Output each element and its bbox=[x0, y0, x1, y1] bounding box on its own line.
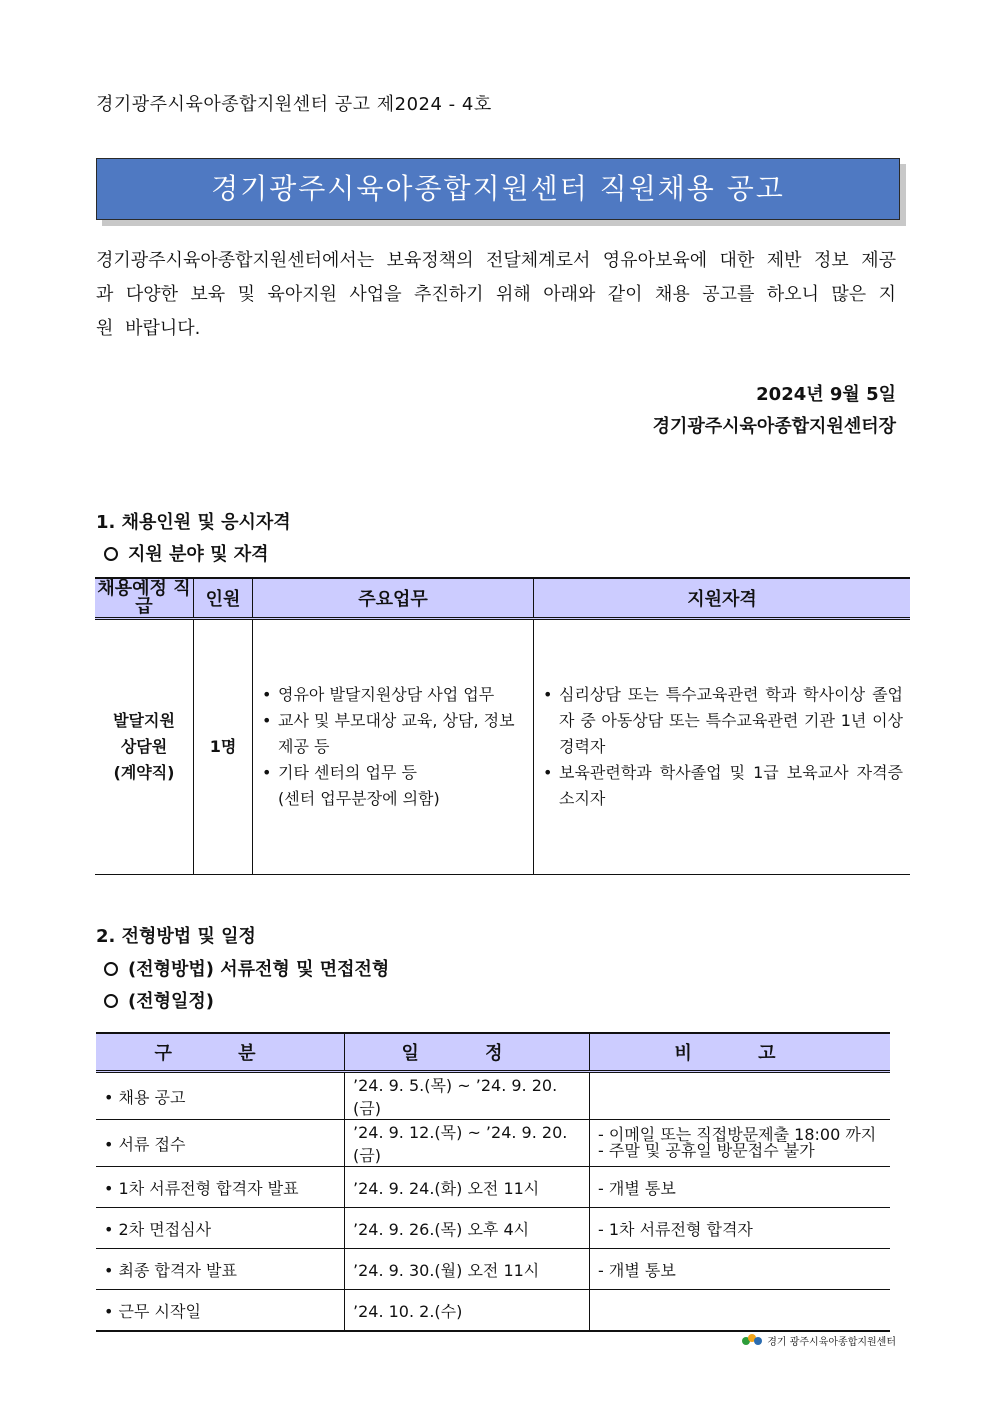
position-line: (계약직) bbox=[113, 763, 175, 782]
schedule-cell: ’24. 9. 24.(화) 오전 11시 bbox=[345, 1167, 590, 1208]
table-row bbox=[95, 619, 910, 875]
table-row bbox=[96, 1167, 890, 1208]
section2-subheading-schedule bbox=[104, 987, 214, 1013]
circle-bullet-icon bbox=[104, 994, 118, 1008]
header-category: 구 분 bbox=[96, 1033, 345, 1072]
position-cell bbox=[95, 619, 194, 875]
item-cell: • 최종 합격자 발표 bbox=[96, 1249, 345, 1290]
item-cell: • 서류 접수 bbox=[96, 1120, 345, 1167]
note-cell bbox=[590, 1290, 891, 1332]
list-item: • 교사 및 부모대상 교육, 상담, 정보제공 등 bbox=[260, 708, 526, 760]
schedule-cell: ’24. 9. 12.(목) ~ ’24. 9. 20.(금) bbox=[345, 1120, 590, 1167]
schedule-cell: ’24. 9. 26.(목) 오후 4시 bbox=[345, 1208, 590, 1249]
table-row bbox=[96, 1120, 890, 1167]
list-item: • 심리상담 또는 특수교육관련 학과 학사이상 졸업자 중 아동상담 또는 특수교육관련 기관 1년 이상 경력자 bbox=[541, 682, 903, 760]
schedule-label: (전형일정) bbox=[128, 991, 215, 1012]
header-qualifications: 지원자격 bbox=[534, 578, 911, 619]
table-row bbox=[96, 1290, 890, 1332]
note-cell: - 개별 통보 bbox=[590, 1249, 891, 1290]
list-item: • 보육관련학과 학사졸업 및 1급 보육교사 자격증 소지자 bbox=[541, 760, 903, 812]
item-cell: • 채용 공고 bbox=[96, 1072, 345, 1120]
section1-heading: 1. 채용인원 및 응시자격 bbox=[96, 512, 291, 533]
title-banner bbox=[96, 158, 902, 222]
position-line: 발달지원 bbox=[113, 711, 175, 730]
item-cell: • 2차 면접심사 bbox=[96, 1208, 345, 1249]
schedule-cell: ’24. 9. 5.(목) ~ ’24. 9. 20.(금) bbox=[345, 1072, 590, 1120]
intro-paragraph: 경기광주시육아종합지원센터에서는 보육정책의 전달체계로서 영유아보육에 대한 제반 정보 제공과 다양한 보육 및 육아지원 사업을 추진하기 위해 아래와 같이 채용 공고를 하오니 많은 지원 바랍니다. bbox=[96, 250, 896, 339]
duties-note: (센터 업무분장에 의함) bbox=[278, 789, 440, 808]
note-line: - 이메일 또는 직접방문제출 18:00 까지 bbox=[598, 1125, 877, 1144]
schedule-cell: ’24. 10. 2.(수) bbox=[345, 1290, 590, 1332]
note-cell bbox=[590, 1072, 891, 1120]
note-cell: - 개별 통보 bbox=[590, 1167, 891, 1208]
section1-subheading bbox=[104, 540, 269, 566]
schedule-table bbox=[96, 1032, 890, 1332]
duties-cell bbox=[253, 619, 534, 875]
footer-logo-text: 경기 광주시육아종합지원센터 bbox=[767, 1336, 896, 1348]
circle-bullet-icon bbox=[104, 962, 118, 976]
header-schedule: 일 정 bbox=[345, 1033, 590, 1072]
table-row bbox=[96, 1072, 890, 1120]
header-count: 인원 bbox=[194, 578, 253, 619]
recruitment-table bbox=[95, 577, 910, 875]
circle-bullet-icon bbox=[104, 547, 118, 561]
list-item: • 영유아 발달지원상담 사업 업무 bbox=[260, 682, 526, 708]
footer-logo bbox=[741, 1332, 896, 1348]
notice-date: 2024년 9월 5일 bbox=[756, 384, 896, 405]
section2-heading: 2. 전형방법 및 일정 bbox=[96, 926, 256, 947]
note-cell: - 1차 서류전형 합격자 bbox=[590, 1208, 891, 1249]
note-line: - 주말 및 공휴일 방문접수 불가 bbox=[598, 1141, 815, 1160]
note-cell bbox=[590, 1120, 891, 1167]
header-duties: 주요업무 bbox=[253, 578, 534, 619]
item-cell: • 근무 시작일 bbox=[96, 1290, 345, 1332]
page-title: 경기광주시육아종합지원센터 직원채용 공고 bbox=[96, 158, 900, 220]
count-cell: 1명 bbox=[194, 619, 253, 875]
list-item: • 기타 센터의 업무 등 bbox=[260, 760, 526, 786]
section1-sub-label: 지원 분야 및 자격 bbox=[128, 544, 269, 565]
method-label: (전형방법) 서류전형 및 면접전형 bbox=[128, 959, 390, 980]
position-line: 상담원 bbox=[120, 737, 168, 756]
item-cell: • 1차 서류전형 합격자 발표 bbox=[96, 1167, 345, 1208]
header-remarks: 비 고 bbox=[590, 1033, 891, 1072]
schedule-cell: ’24. 9. 30.(월) 오전 11시 bbox=[345, 1249, 590, 1290]
table-row bbox=[96, 1249, 890, 1290]
issuer-name: 경기광주시육아종합지원센터장 bbox=[652, 416, 896, 437]
table-row bbox=[96, 1208, 890, 1249]
section2-subheading-method bbox=[104, 955, 389, 981]
header-position: 채용예정 직급 bbox=[95, 578, 194, 619]
center-logo-icon bbox=[741, 1332, 763, 1348]
notice-number: 경기광주시육아종합지원센터 공고 제2024 - 4호 bbox=[96, 94, 492, 115]
qualifications-cell bbox=[534, 619, 911, 875]
